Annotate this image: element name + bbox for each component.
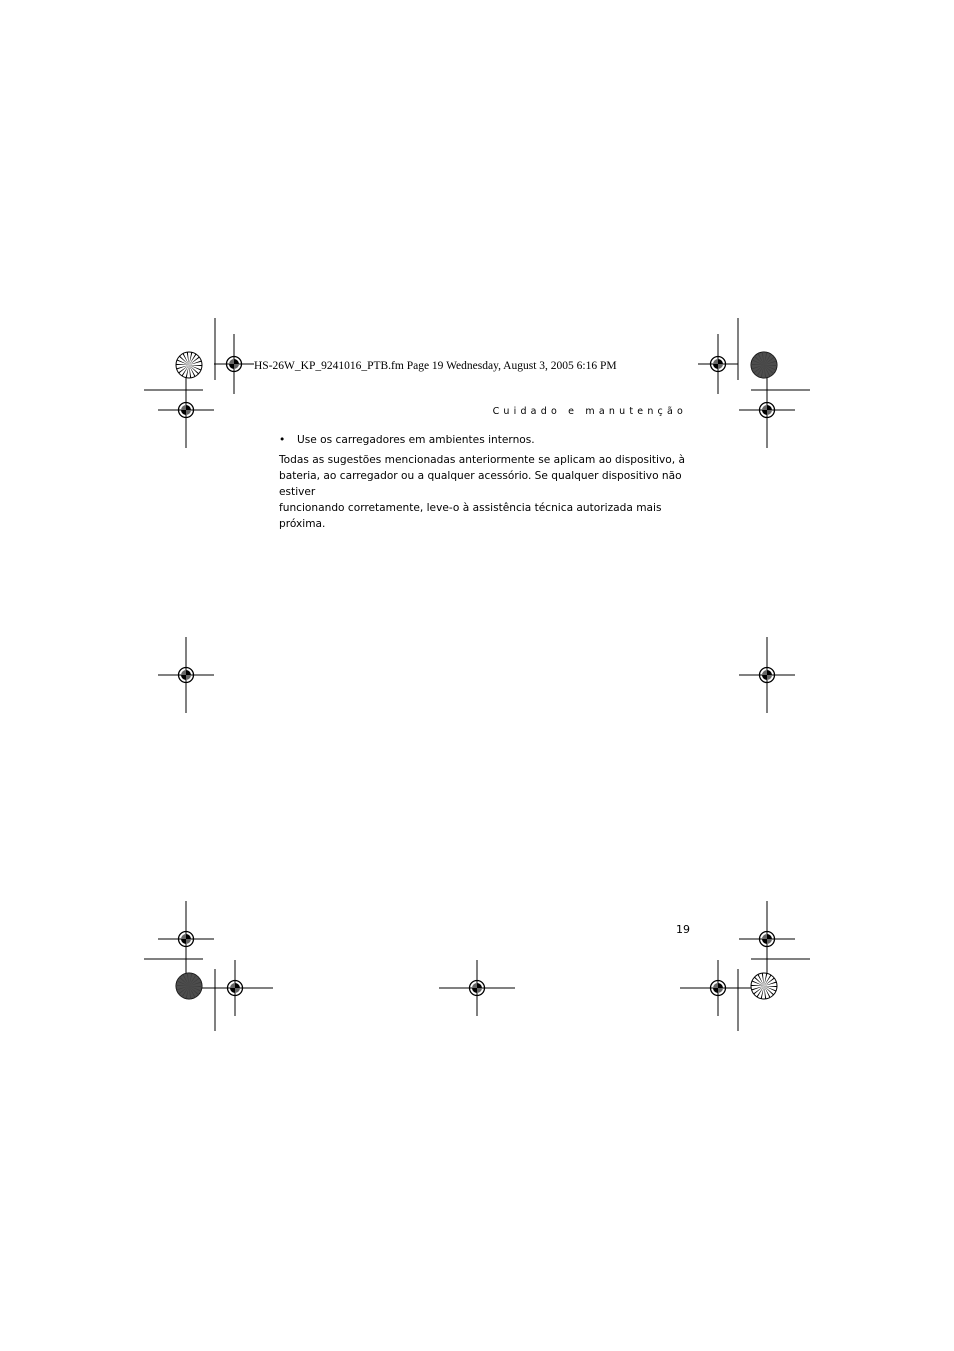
- paragraph-line: Todas as sugestões mencionadas anteriormente se aplicam ao dispositivo, à: [279, 454, 685, 466]
- registration-target-icon: [158, 901, 214, 977]
- registration-target-icon: [739, 637, 795, 713]
- color-star-target-icon: [751, 352, 777, 378]
- file-slug-line: HS-26W_KP_9241016_PTB.fm Page 19 Wednesday, August 3, 2005 6:16 PM: [254, 360, 617, 372]
- registration-target-icon: [197, 960, 273, 1016]
- registration-target-icon: [439, 960, 515, 1016]
- registration-target-icon: [698, 334, 738, 394]
- registration-target-icon: [158, 637, 214, 713]
- paragraph-line: bateria, ao carregador ou a qualquer acessório. Se qualquer dispositivo não estiver: [279, 470, 682, 498]
- registration-target-icon: [739, 901, 795, 977]
- paragraph-line: funcionando corretamente, leve-o à assistência técnica autorizada mais próxima.: [279, 502, 662, 530]
- body-paragraph: [279, 452, 699, 532]
- color-star-target-icon: [176, 352, 202, 378]
- running-header: Cuidado e manutenção: [492, 406, 687, 417]
- registration-target-icon: [158, 372, 214, 448]
- crop-mark-icon: [144, 318, 215, 390]
- registration-target-icon: [680, 960, 756, 1016]
- crop-mark-icon: [738, 318, 810, 390]
- bullet-text: Use os carregadores em ambientes internos.: [297, 434, 535, 446]
- registration-target-icon: [739, 372, 795, 448]
- registration-target-icon: [214, 334, 254, 394]
- bullet-symbol: •: [279, 434, 286, 446]
- color-star-target-icon: [176, 973, 202, 999]
- color-star-target-icon: [751, 973, 777, 999]
- page-number: 19: [676, 923, 690, 936]
- bullet-item: [279, 432, 699, 448]
